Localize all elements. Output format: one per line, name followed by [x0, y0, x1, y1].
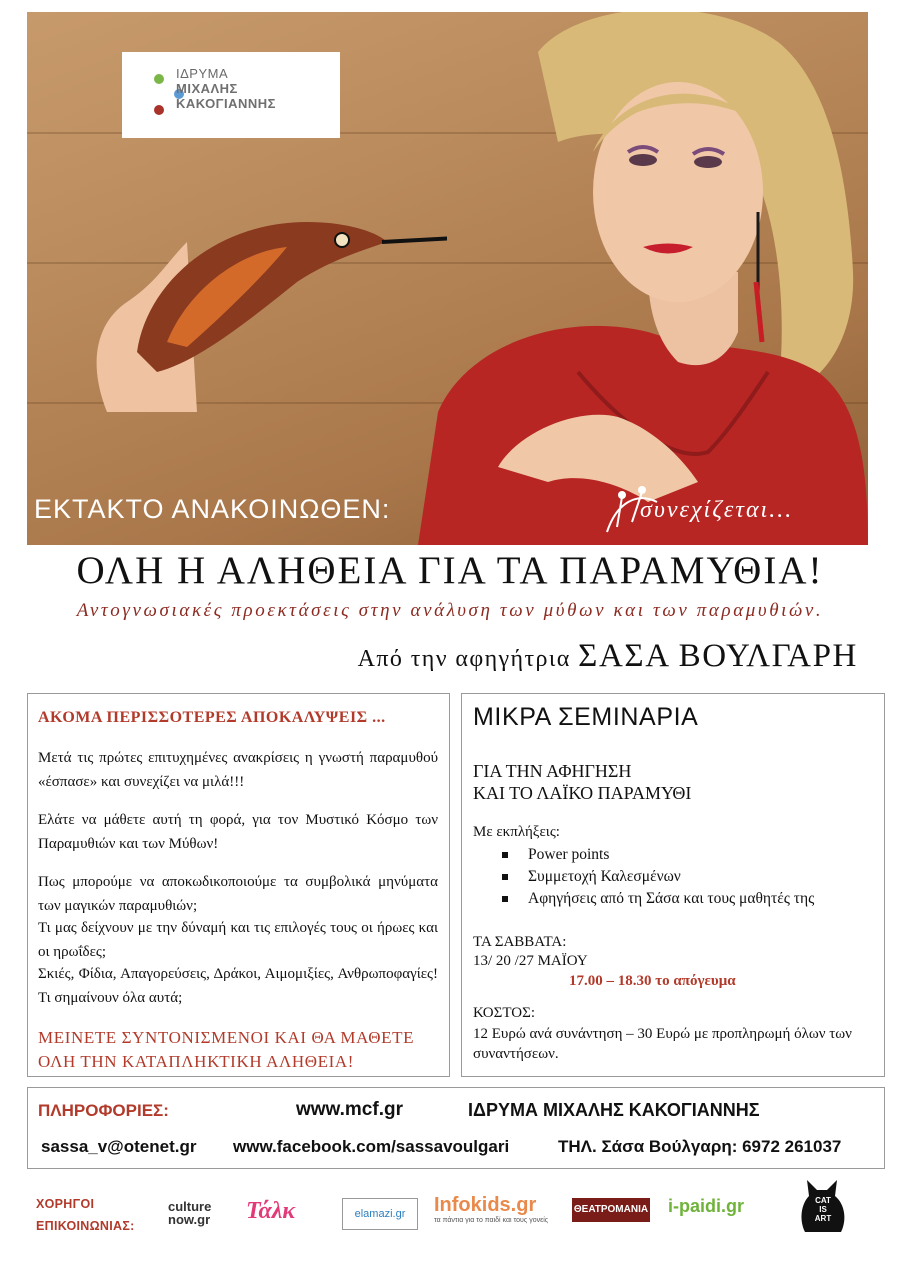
sponsors-label	[36, 1193, 135, 1237]
seminars-subtitle	[473, 760, 691, 804]
saturdays-label: ΤΑ ΣΑΒΒΑΤΑ:	[473, 934, 567, 950]
sponsor-theatromania-logo: ΘΕΑΤΡΟΜΑΝΙΑ	[572, 1198, 650, 1222]
facebook-link[interactable]: www.facebook.com/sassavoulgari	[233, 1137, 510, 1156]
cost-text: 12 Ευρώ ανά συνάντηση – 30 Ευρώ με προπληρωμή όλων των συναντήσεων.	[473, 1026, 852, 1062]
paragraph: Σκιές, Φίδια, Απαγορεύσεις, Δράκοι, Αιμομιξίες, Ανθρωποφαγίες! Τι σημαίνουν όλα αυτά;	[38, 966, 438, 1006]
seminars-box	[461, 693, 885, 1077]
revelations-box	[27, 693, 450, 1077]
sponsor-ipaidi-logo: i-paidi.gr	[668, 1196, 744, 1216]
organization-name: ΙΔΡΥΜΑ ΜΙΧΑΛΗΣ ΚΑΚΟΓΙΑΝΝΗΣ	[468, 1100, 760, 1120]
cost-label: ΚΟΣΤΟΣ:	[473, 1005, 535, 1021]
sponsor-elamazi-logo: elamazi.gr	[342, 1198, 418, 1230]
bullet-icon	[502, 852, 508, 858]
list-item: Συμμετοχή Καλεσμένων	[502, 866, 814, 888]
foundation-logo	[122, 52, 340, 138]
seminars-subtitle-line-2: ΚΑΙ ΤΟ ΛΑΪΚΟ ΠΑΡΑΜΥΘΙ	[473, 783, 692, 803]
list-item: Power points	[502, 844, 814, 866]
phone-number: ΤΗΛ. Σάσα Βούλγαρη: 6972 261037	[558, 1137, 842, 1156]
narrator-name: ΣΑΣΑ ΒΟΥΛΓΑΡΗ	[578, 638, 858, 674]
bird-figurine	[87, 202, 447, 422]
bullet-icon	[502, 874, 508, 880]
continues-label: συνεχίζεται...	[640, 497, 794, 523]
sponsors-label-line-2: ΕΠΙΚΟΙΝΩΝΙΑΣ:	[36, 1219, 135, 1233]
saturdays-dates: 13/ 20 /27 ΜΑΪΟΥ	[473, 953, 588, 969]
info-label: ΠΛΗΡΟΦΟΡΙΕΣ:	[38, 1101, 169, 1120]
paragraph: Τι μας δείχνουν με την δύναμή και τις επιλογές τους οι ήρωες και οι ηρωΐδες;	[38, 920, 438, 960]
sponsor-culturenow-logo: culture now.gr	[168, 1199, 212, 1227]
hero-photo	[27, 12, 868, 545]
seminars-subtitle-line-1: ΓΙΑ ΤΗΝ ΑΦΗΓΗΣΗ	[473, 761, 632, 781]
sponsor-catisart-logo: CAT IS ART	[795, 1170, 851, 1232]
session-time: 17.00 – 18.30 το απόγευμα	[569, 973, 736, 989]
bullet-icon	[502, 896, 508, 902]
surprises-label: Με εκπλήξεις:	[473, 824, 560, 840]
closing-statement: ΜΕΙΝΕΤΕ ΣΥΝΤΟΝΙΣΜΕΝΟΙ ΚΑΙ ΘΑ ΜΑΘΕΤΕ ΟΛΗ ΤΗΝ ΚΑΤΑΠΛΗΚΤΙΚΗ ΑΛΗΘΕΙΑ!	[38, 1028, 415, 1071]
info-box	[27, 1087, 885, 1169]
logo-dot-green	[154, 74, 164, 84]
subtitle: Αντογνωσιακές προεκτάσεις στην ανάλυση των μύθων και των παραμυθιών.	[76, 600, 824, 621]
email-link[interactable]: sassa_v@otenet.gr	[41, 1137, 197, 1156]
main-title: ΟΛΗ Η ΑΛΗΘΕΙΑ ΓΙΑ ΤΑ ΠΑΡΑΜΥΘΙΑ!	[76, 549, 824, 592]
paragraph: Πως μπορούμε να αποκωδικοποιούμε τα συμβολικά μηνύματα των μαγικών παραμυθιών;	[38, 874, 438, 914]
narrator-line	[358, 638, 858, 675]
paragraph: Μετά τις πρώτες επιτυχημένες ανακρίσεις η γνωστή παραμυθού «έσπασε» και συνεχίζει να μιλά!!!	[38, 750, 438, 790]
surprises-list	[502, 844, 814, 910]
website-link[interactable]: www.mcf.gr	[296, 1099, 403, 1120]
headline: ΕΚΤΑΚΤΟ ΑΝΑΚΟΙΝΩΘΕΝ:	[34, 494, 391, 524]
logo-line-2: ΜΙΧΑΛΗΣ	[176, 81, 238, 96]
logo-line-3: ΚΑΚΟΓΙΑΝΝΗΣ	[176, 96, 276, 111]
list-item: Αφηγήσεις από τη Σάσα και τους μαθητές της	[502, 888, 814, 910]
seminars-title: ΜΙΚΡΑ ΣΕΜΙΝΑΡΙΑ	[473, 703, 699, 731]
revelations-heading: ΑΚΟΜΑ ΠΕΡΙΣΣΟΤΕΡΕΣ ΑΠΟΚΑΛΥΨΕΙΣ ...	[38, 709, 386, 726]
sponsor-talk-logo: Τάλκ	[246, 1198, 296, 1224]
sponsors-label-line-1: ΧΟΡΗΓΟΙ	[36, 1197, 95, 1211]
logo-line-1: ΙΔΡΥΜΑ	[176, 66, 229, 81]
narrator-prefix: Από την αφηγήτρια	[357, 646, 571, 672]
sponsor-infokids-logo: Infokids.gr τα πάντια για το παιδί και τους γονείς	[434, 1194, 549, 1224]
paragraph: Ελάτε να μάθετε αυτή τη φορά, για τον Μυστικό Κόσμο των Παραμυθιών και των Μύθων!	[38, 812, 438, 852]
logo-dot-red	[154, 105, 164, 115]
